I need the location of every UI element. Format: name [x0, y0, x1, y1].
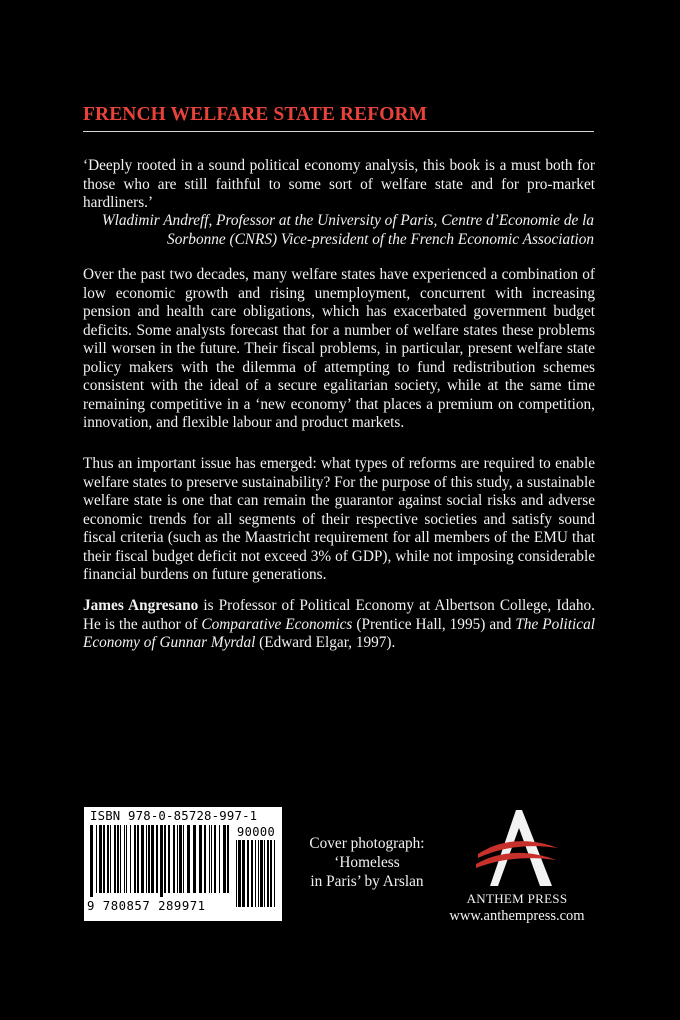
barcode-bar: [219, 825, 220, 893]
barcode-bar: [211, 825, 212, 893]
barcode-bar: [114, 825, 116, 893]
author-bio-text-2: (Prentice Hall, 1995) and: [352, 615, 516, 633]
barcode-bar: [204, 825, 206, 893]
barcode-bar: [107, 825, 109, 893]
barcode-bar: [177, 825, 178, 893]
price-addon-number: 90000: [237, 825, 276, 839]
barcode-bar: [120, 825, 121, 893]
barcode-bar: [130, 825, 131, 893]
publisher-url: www.anthempress.com: [449, 908, 585, 924]
barcode-bar: [179, 825, 182, 893]
quote-attribution: [83, 211, 594, 249]
barcode-bar: [214, 825, 216, 893]
barcode-bar: [126, 825, 127, 893]
cover-photo-credit: [297, 834, 437, 891]
barcode-bar: [264, 840, 265, 907]
author-bio-text-1: is Professor of Political Economy at Albertson College, Idaho. He is the author of: [83, 597, 595, 633]
barcode-bar: [148, 825, 150, 893]
credit-line-2: ‘Homeless: [334, 854, 400, 871]
barcode-bar: [187, 825, 190, 893]
credit-line-3: in Paris’ by Arslan: [310, 873, 424, 890]
book-title: FRENCH WELFARE STATE REFORM: [83, 104, 428, 125]
barcode-bar: [151, 825, 154, 893]
barcode-bar: [223, 825, 226, 893]
barcode-bar: [90, 825, 93, 897]
endorsement-quote: ‘Deeply rooted in a sound political economy analysis, this book is a must both for those who are still faithful to some sort of welfare state and for pro-market hardliners.’: [83, 157, 595, 211]
barcode-bar: [274, 840, 275, 907]
description-paragraph-2: Thus an important issue has emerged: what types of reforms are required to enable welfare states to preserve sustainability? For the purpose of this study, a sustainable welfare state is one that can remain the guarantor against social risks and adverse economic trends for all segments of their respective societies and satisfy sound fiscal criteria (such as the Maastricht requirement for all members of the EMU that their fiscal budget deficit not exceed 3% of GDP), while not imposing considerable financial burdens on future generations.: [83, 455, 595, 583]
barcode-bar: [260, 840, 263, 907]
isbn-number: ISBN 978-0-85728-997-1: [90, 809, 258, 823]
barcode-bar: [183, 825, 184, 893]
barcode-bar: [134, 825, 136, 893]
barcode-bar: [267, 840, 269, 907]
anthem-press-logo-icon: [472, 808, 562, 890]
isbn-barcode: [84, 807, 282, 921]
barcode-bar: [247, 840, 249, 907]
publisher-name: ANTHEM PRESS: [466, 891, 568, 906]
barcode-bar: [238, 840, 241, 907]
book-title-comparative-economics: Comparative Economics: [201, 615, 353, 633]
description-paragraph-1: Over the past two decades, many welfare states have experienced a combination of low economic growth and rising unemployment, concurrent with increasing pension and health care obligations, which has exacerbated government budget deficits. Some analysts forecast that for a number of welfare states these problems will worsen in the future. Their fiscal problems, in particular, present welfare state policy makers with the dilemma of attempting to fund redistribution schemes consistent with the ideal of a secure egalitarian society, while at the same time remaining competitive in a ‘new economy’ that places a premium on competition, innovation, and flexible labour and product markets.: [83, 266, 595, 431]
barcode-bar: [141, 825, 144, 893]
barcode-bar: [110, 825, 111, 893]
author-bio-text-3: (Edward Elgar, 1997).: [255, 634, 396, 651]
barcode-bar: [168, 825, 170, 893]
barcode-bar: [99, 825, 102, 893]
barcode-bar: [146, 825, 147, 893]
barcode-bar: [270, 840, 272, 907]
barcode-bar: [193, 825, 196, 893]
barcode-bar: [117, 825, 119, 893]
ean-barcode-bars: [90, 825, 232, 897]
book-title-myrdal: The Political Economy of Gunnar Myrdal: [83, 615, 595, 651]
attribution-line-1: Wladimir Andreff, Professor at the University of Paris, Centre d’Economie de la: [101, 212, 594, 229]
barcode-bar: [103, 825, 105, 893]
addon-barcode-bars: [236, 840, 278, 907]
barcode-bar: [251, 840, 253, 907]
author-name: James Angresano: [83, 597, 199, 614]
barcode-bar: [199, 825, 202, 893]
barcode-bar: [242, 840, 245, 907]
barcode-bar: [164, 825, 166, 893]
barcode-bar: [173, 825, 175, 893]
ean-number: 9 780857 289971: [87, 899, 206, 913]
barcode-bar: [255, 840, 256, 907]
barcode-bar: [258, 840, 259, 907]
author-bio: [83, 597, 595, 653]
barcode-bar: [236, 840, 237, 907]
barcode-bar: [156, 825, 158, 893]
attribution-line-2: Sorbonne (CNRS) Vice-president of the French Economic Association: [167, 231, 594, 248]
title-divider: [83, 131, 594, 132]
credit-line-1: Cover photograph:: [309, 835, 425, 852]
barcode-bar: [96, 825, 97, 893]
barcode-bar: [124, 825, 125, 893]
barcode-bar: [209, 825, 210, 893]
barcode-bar: [227, 825, 229, 893]
barcode-bar: [160, 825, 163, 897]
barcode-bar: [137, 825, 139, 893]
